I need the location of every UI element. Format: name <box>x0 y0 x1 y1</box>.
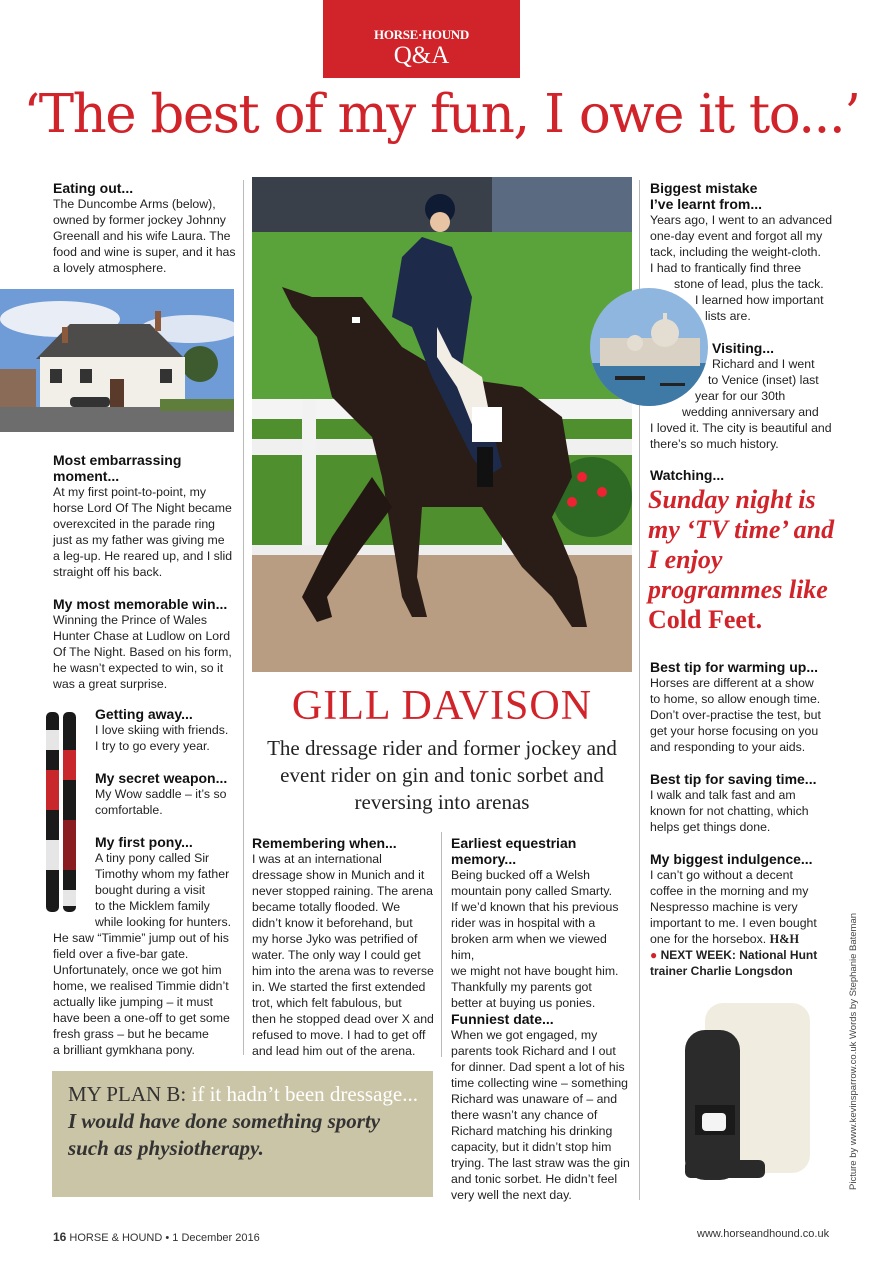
answer: I was at an international dressage show in Munich and it never stopped raining. The arena became totally flooded. We didn’t know it beforehand, but my horse Jyko was petrified of water. The only way I could get him into the arena was to reverse in. We started the first extended trot, which felt fabulous, but then he stopped dead over X and refused to move. I had to get off and lead him out of the arena. <box>252 852 434 1058</box>
answer: The Duncombe Arms (below), owned by former jockey Johnny Greenall and his wife Laura. The food and wine is super, and it has a lovely atmosphere. <box>53 197 236 275</box>
question: Remembering when... <box>252 835 397 851</box>
answer: Winning the Prince of Wales Hunter Chase at Ludlow on Lord Of The Night. Based on his form, he wasn’t expected to win, so it was a great surprise. <box>53 613 232 691</box>
qa-funniest-date <box>451 1011 636 1203</box>
qa-visiting <box>650 340 835 452</box>
plan-b-condition: if it hadn’t been dressage... <box>191 1082 418 1106</box>
question: My most memorable win... <box>53 596 228 612</box>
question: Funniest date... <box>451 1011 554 1027</box>
question: Biggest mistake I’ve learnt from... <box>650 180 763 212</box>
answer: Richard and I went to Venice (inset) last year for our 30th wedding anniversary and I loved it. The city is beautiful and there’s so much history. <box>650 357 832 451</box>
question: My biggest indulgence... <box>650 851 813 867</box>
answer: I walk and talk fast and am known for not chatting, which helps get things done. <box>650 788 809 834</box>
question: My secret weapon... <box>95 770 228 786</box>
page-number: 16 <box>53 1230 67 1244</box>
qa-remembering <box>252 835 437 1059</box>
subject-name: GILL DAVISON <box>291 683 593 729</box>
qa-watching <box>650 467 835 483</box>
question: My first pony... <box>95 834 193 850</box>
plan-b-text <box>68 1081 418 1162</box>
qa-first-pony <box>53 834 243 1058</box>
section-banner <box>323 0 520 78</box>
qa-embarrassing <box>53 452 238 580</box>
answer: When we got engaged, my parents took Richard and I out for dinner. Dad spent a lot of his time collecting wine – something Richard was unaware of – and there wasn’t any chance of Richard matching his drinking capacity, but it didn’t stop him trying. The last straw was the gin and tonic sorbet. He didn’t feel very well the next day. <box>451 1028 630 1202</box>
standfirst: The dressage rider and former jockey and event rider on gin and tonic sorbet and reversing into arenas <box>267 736 617 814</box>
footer-url: www.horseandhound.co.uk <box>697 1228 830 1240</box>
question: Eating out... <box>53 180 134 196</box>
question: Earliest equestrian memory... <box>451 835 577 867</box>
magazine-name: HORSE & HOUND <box>69 1232 163 1244</box>
question: Most embarrassing moment... <box>53 452 182 484</box>
footer-left: 16 HORSE & HOUND • 1 December 2016 <box>53 1230 260 1244</box>
plan-b-box <box>52 1071 433 1197</box>
qa-secret-weapon <box>95 770 245 818</box>
pull-quote-text: Sunday night is my ‘TV time’ and I enjoy programmes like <box>648 485 835 604</box>
qa-earliest-memory <box>451 835 633 1011</box>
answer: I can’t go without a decent coffee in the morning and my Nespresso machine is very important to me. I even bought one for the horsebox. H&H <box>650 868 817 946</box>
answer: Horses are different at a show to home, so allow enough time. Don’t over-practise the test, but get your horse focusing on you and responding to your aids. <box>650 676 821 754</box>
question: Watching... <box>650 467 725 483</box>
bullet-icon: ● <box>650 948 658 962</box>
question: Best tip for saving time... <box>650 771 817 787</box>
plan-b-answer: I would have done something sporty such as physiotherapy. <box>68 1109 381 1160</box>
photo-credit: Picture by www.kevinsparrow.co.uk Words by Stephanie Bateman <box>848 912 859 1190</box>
qa-getting-away <box>95 706 245 754</box>
plan-b-lead: MY PLAN B: <box>68 1082 187 1106</box>
answer: I love skiing with friends. I try to go every year. <box>95 723 229 753</box>
answer: Being bucked off a Welsh mountain pony called Smarty. If we’d known that his previous rider was in hospital with a broken arm when we viewed him, we might not have bought him. Thankfully my parents got better at buying us ponies. <box>451 868 619 1010</box>
question: Visiting... <box>712 340 774 356</box>
qa-eating-out <box>53 180 238 276</box>
question: Getting away... <box>95 706 193 722</box>
answer: At my first point-to-point, my horse Lord Of The Night became overexcited in the parade ring just as my father was giving me a leg-up. He reared up, and I slid straight off his back. <box>53 485 233 579</box>
signoff-mark: H&H <box>769 932 800 946</box>
answer: A tiny pony called Sir Timothy whom my father bought during a visit to the Micklem family while looking for hunters. He saw “Timmie” jump out of his field over a five-bar gate. Unfortunately, once we got him home, we realised Timmie didn’t actually like jumping – it must have been a one-off to get some fresh grass – but he became a brilliant gymkhana pony. <box>53 851 232 1057</box>
rider-horse-photo <box>252 177 632 672</box>
pub-photo <box>0 289 234 432</box>
question: Best tip for warming up... <box>650 659 819 675</box>
pull-quote-title: Cold Feet. <box>648 605 763 634</box>
column-rule <box>243 180 244 1055</box>
headline: ‘The best of my fun, I owe it to...’ <box>23 84 860 145</box>
pull-quote <box>648 485 843 635</box>
issue-date: 1 December 2016 <box>172 1232 260 1244</box>
qa-indulgence <box>650 851 835 979</box>
section-label: Q&A <box>393 42 450 69</box>
qa-saving-time <box>650 771 835 835</box>
coffee-machine-photo <box>680 995 820 1190</box>
answer: Years ago, I went to an advanced one-day event and forgot all my tack, including the weight-cloth. I had to frantically find three stone of lead, plus the tack. I learned how important lists are. <box>650 213 833 323</box>
answer: My Wow saddle – it’s so comfortable. <box>95 787 227 817</box>
next-week: ● NEXT WEEK: National Hunt trainer Charlie Longsdon <box>650 948 818 978</box>
column-rule <box>441 832 442 1057</box>
qa-memorable-win <box>53 596 241 692</box>
magazine-brand: HORSE·HOUND <box>374 27 469 42</box>
qa-warming-up <box>650 659 835 755</box>
